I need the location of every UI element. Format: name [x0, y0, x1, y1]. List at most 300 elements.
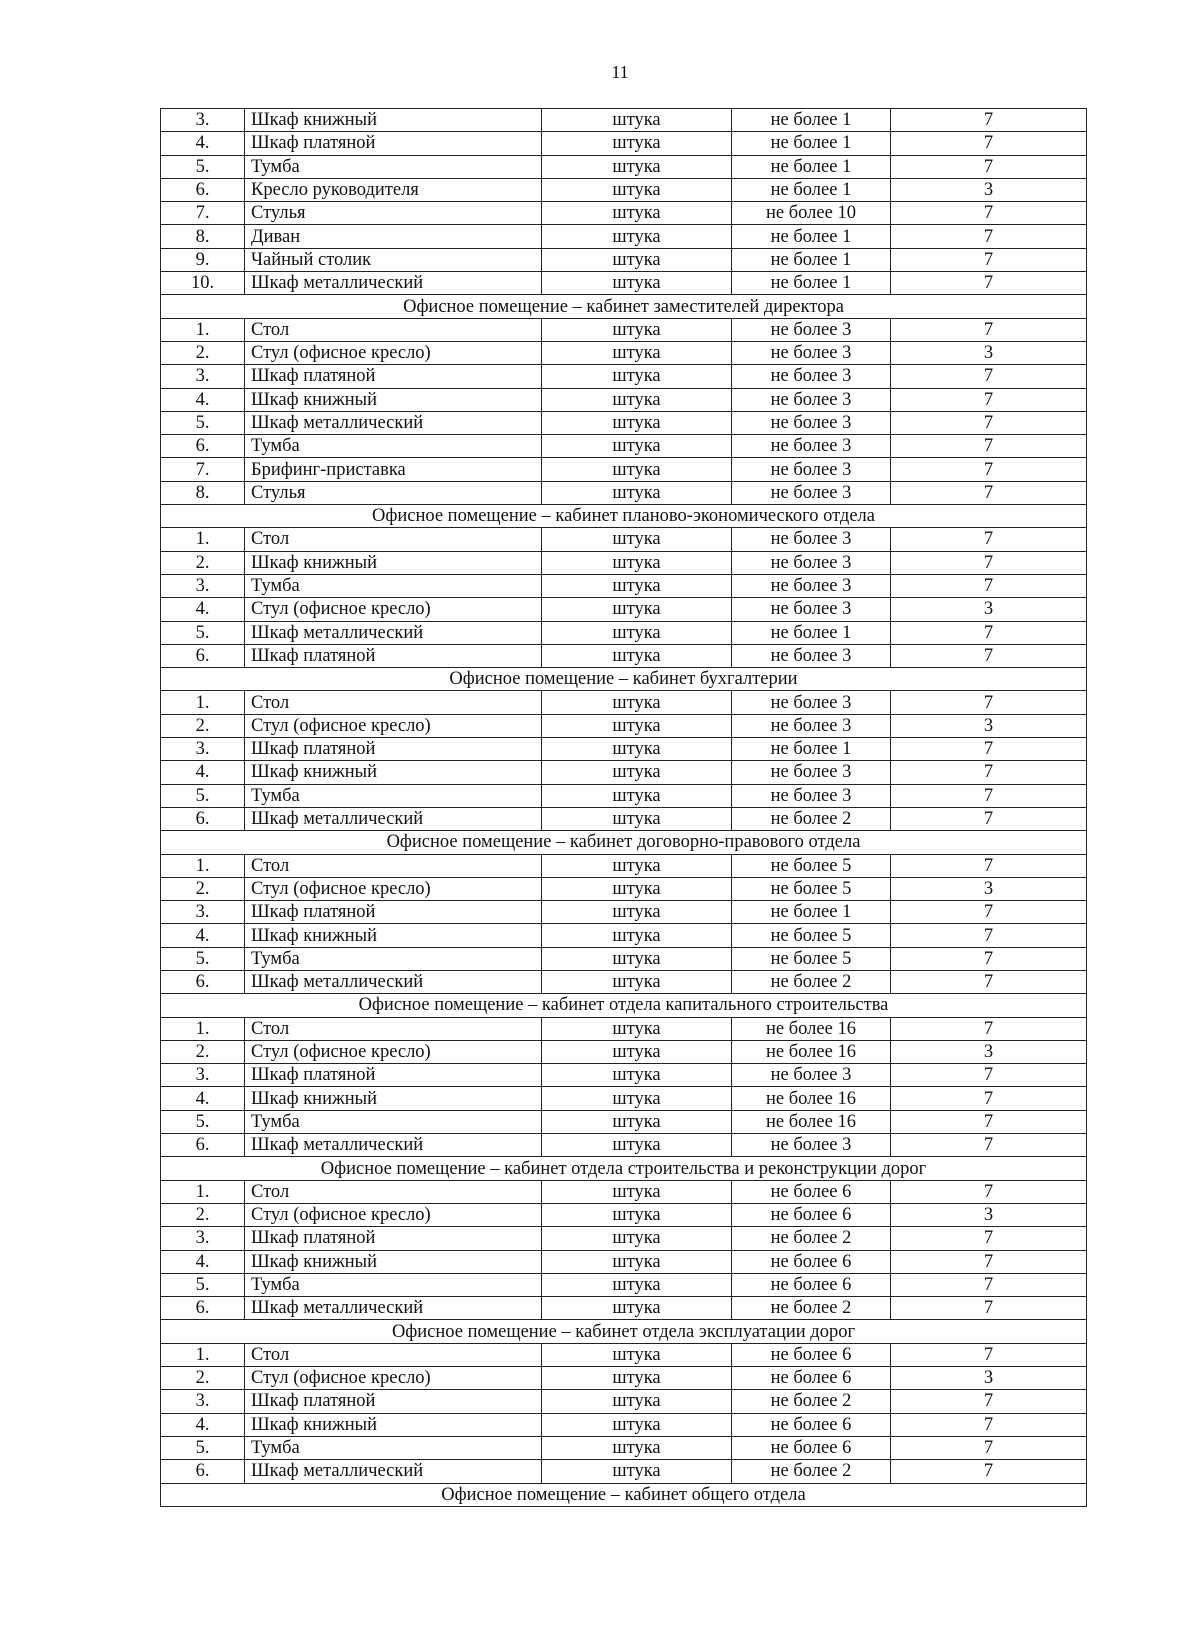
item-number: 3.: [161, 1227, 245, 1250]
service-life: 7: [891, 691, 1087, 714]
service-life: 7: [891, 1273, 1087, 1296]
item-name: Тумба: [245, 574, 542, 597]
item-name: Шкаф платяной: [245, 1064, 542, 1087]
item-number: 5.: [161, 1436, 245, 1459]
unit-of-measure: штука: [542, 924, 732, 947]
table-row: [161, 365, 1087, 388]
quantity-limit: не более 1: [732, 225, 891, 248]
table-row: [161, 132, 1087, 155]
table-row: [161, 341, 1087, 364]
quantity-limit: не более 3: [732, 458, 891, 481]
item-name: Шкаф платяной: [245, 644, 542, 667]
item-number: 6.: [161, 807, 245, 830]
table-row: [161, 1227, 1087, 1250]
service-life: 7: [891, 365, 1087, 388]
unit-of-measure: штука: [542, 1203, 732, 1226]
service-life: 7: [891, 318, 1087, 341]
unit-of-measure: штука: [542, 481, 732, 504]
service-life: 7: [891, 551, 1087, 574]
quantity-limit: не более 6: [732, 1273, 891, 1296]
unit-of-measure: штука: [542, 807, 732, 830]
item-number: 2.: [161, 551, 245, 574]
service-life: 7: [891, 1390, 1087, 1413]
table-row: [161, 1064, 1087, 1087]
quantity-limit: не более 3: [732, 761, 891, 784]
unit-of-measure: штука: [542, 1273, 732, 1296]
item-name: Шкаф книжный: [245, 1413, 542, 1436]
table-row: [161, 691, 1087, 714]
table-row: [161, 574, 1087, 597]
service-life: 7: [891, 109, 1087, 132]
unit-of-measure: штука: [542, 1134, 732, 1157]
item-number: 5.: [161, 784, 245, 807]
item-number: 3.: [161, 574, 245, 597]
item-name: Диван: [245, 225, 542, 248]
quantity-limit: не более 3: [732, 598, 891, 621]
section-header-row: [161, 1320, 1087, 1343]
item-name: Тумба: [245, 784, 542, 807]
table-row: [161, 644, 1087, 667]
table-row: [161, 178, 1087, 201]
table-row: [161, 1367, 1087, 1390]
item-number: 6.: [161, 1460, 245, 1483]
table-row: [161, 318, 1087, 341]
item-number: 2.: [161, 1203, 245, 1226]
item-name: Брифинг-приставка: [245, 458, 542, 481]
item-number: 4.: [161, 132, 245, 155]
service-life: 7: [891, 1180, 1087, 1203]
item-number: 3.: [161, 365, 245, 388]
service-life: 3: [891, 178, 1087, 201]
table-row: [161, 458, 1087, 481]
unit-of-measure: штука: [542, 1227, 732, 1250]
quantity-limit: не более 16: [732, 1087, 891, 1110]
unit-of-measure: штука: [542, 1064, 732, 1087]
item-name: Стулья: [245, 202, 542, 225]
unit-of-measure: штука: [542, 388, 732, 411]
item-name: Тумба: [245, 435, 542, 458]
service-life: 7: [891, 1343, 1087, 1366]
unit-of-measure: штука: [542, 528, 732, 551]
item-number: 5.: [161, 1110, 245, 1133]
service-life: 7: [891, 528, 1087, 551]
unit-of-measure: штука: [542, 738, 732, 761]
quantity-limit: не более 3: [732, 365, 891, 388]
quantity-limit: не более 3: [732, 1064, 891, 1087]
unit-of-measure: штука: [542, 132, 732, 155]
table-row: [161, 1273, 1087, 1296]
table-row: [161, 202, 1087, 225]
item-name: Стул (офисное кресло): [245, 877, 542, 900]
quantity-limit: не более 6: [732, 1250, 891, 1273]
unit-of-measure: штука: [542, 365, 732, 388]
quantity-limit: не более 2: [732, 807, 891, 830]
unit-of-measure: штука: [542, 1017, 732, 1040]
item-name: Шкаф книжный: [245, 551, 542, 574]
item-number: 1.: [161, 528, 245, 551]
table-row: [161, 1390, 1087, 1413]
unit-of-measure: штука: [542, 178, 732, 201]
unit-of-measure: штука: [542, 714, 732, 737]
quantity-limit: не более 1: [732, 109, 891, 132]
item-name: Чайный столик: [245, 248, 542, 271]
service-life: 7: [891, 1297, 1087, 1320]
table-row: [161, 947, 1087, 970]
item-number: 3.: [161, 109, 245, 132]
section-title: Офисное помещение – кабинет общего отдела: [161, 1483, 1087, 1506]
unit-of-measure: штука: [542, 1343, 732, 1366]
item-name: Шкаф металлический: [245, 970, 542, 993]
table-row: [161, 109, 1087, 132]
service-life: 3: [891, 1367, 1087, 1390]
table-row: [161, 901, 1087, 924]
service-life: 7: [891, 738, 1087, 761]
item-number: 6.: [161, 435, 245, 458]
item-name: Шкаф металлический: [245, 411, 542, 434]
section-title: Офисное помещение – кабинет договорно-правового отдела: [161, 831, 1087, 854]
quantity-limit: не более 1: [732, 178, 891, 201]
table-row: [161, 155, 1087, 178]
quantity-limit: не более 6: [732, 1367, 891, 1390]
item-name: Шкаф металлический: [245, 1134, 542, 1157]
item-name: Стол: [245, 528, 542, 551]
item-number: 2.: [161, 1040, 245, 1063]
table-row: [161, 598, 1087, 621]
service-life: 7: [891, 132, 1087, 155]
unit-of-measure: штука: [542, 458, 732, 481]
quantity-limit: не более 3: [732, 691, 891, 714]
item-name: Стол: [245, 1017, 542, 1040]
item-number: 4.: [161, 598, 245, 621]
service-life: 7: [891, 388, 1087, 411]
quantity-limit: не более 3: [732, 411, 891, 434]
section-header-row: [161, 668, 1087, 691]
item-name: Шкаф металлический: [245, 272, 542, 295]
item-number: 7.: [161, 202, 245, 225]
item-name: Кресло руководителя: [245, 178, 542, 201]
item-number: 5.: [161, 1273, 245, 1296]
quantity-limit: не более 1: [732, 272, 891, 295]
item-name: Стул (офисное кресло): [245, 714, 542, 737]
unit-of-measure: штука: [542, 109, 732, 132]
item-name: Стол: [245, 691, 542, 714]
unit-of-measure: штука: [542, 1087, 732, 1110]
item-number: 6.: [161, 1134, 245, 1157]
unit-of-measure: штука: [542, 621, 732, 644]
furniture-norms-table: [160, 108, 1087, 1507]
section-title: Офисное помещение – кабинет отдела капитального строительства: [161, 994, 1087, 1017]
table-row: [161, 528, 1087, 551]
service-life: 7: [891, 1017, 1087, 1040]
unit-of-measure: штука: [542, 970, 732, 993]
service-life: 7: [891, 621, 1087, 644]
item-name: Шкаф металлический: [245, 621, 542, 644]
quantity-limit: не более 2: [732, 970, 891, 993]
section-title: Офисное помещение – кабинет отдела строительства и реконструкции дорог: [161, 1157, 1087, 1180]
table-row: [161, 481, 1087, 504]
unit-of-measure: штука: [542, 435, 732, 458]
item-number: 3.: [161, 738, 245, 761]
table-row: [161, 761, 1087, 784]
service-life: 3: [891, 1040, 1087, 1063]
item-number: 1.: [161, 1180, 245, 1203]
quantity-limit: не более 16: [732, 1017, 891, 1040]
quantity-limit: не более 2: [732, 1227, 891, 1250]
item-number: 4.: [161, 1087, 245, 1110]
item-number: 6.: [161, 970, 245, 993]
item-name: Шкаф металлический: [245, 1460, 542, 1483]
table-row: [161, 272, 1087, 295]
service-life: 7: [891, 854, 1087, 877]
table-row: [161, 1250, 1087, 1273]
service-life: 7: [891, 1250, 1087, 1273]
quantity-limit: не более 10: [732, 202, 891, 225]
item-number: 5.: [161, 621, 245, 644]
table-row: [161, 435, 1087, 458]
table-row: [161, 1436, 1087, 1459]
item-number: 4.: [161, 1250, 245, 1273]
unit-of-measure: штука: [542, 901, 732, 924]
quantity-limit: не более 6: [732, 1203, 891, 1226]
unit-of-measure: штука: [542, 1110, 732, 1133]
service-life: 7: [891, 947, 1087, 970]
service-life: 7: [891, 202, 1087, 225]
item-name: Шкаф книжный: [245, 1087, 542, 1110]
item-name: Стул (офисное кресло): [245, 1203, 542, 1226]
item-name: Тумба: [245, 1273, 542, 1296]
unit-of-measure: штука: [542, 248, 732, 271]
service-life: 7: [891, 901, 1087, 924]
service-life: 7: [891, 435, 1087, 458]
unit-of-measure: штука: [542, 1297, 732, 1320]
table-row: [161, 621, 1087, 644]
quantity-limit: не более 6: [732, 1343, 891, 1366]
service-life: 7: [891, 1064, 1087, 1087]
item-name: Стол: [245, 318, 542, 341]
item-name: Шкаф книжный: [245, 761, 542, 784]
service-life: 7: [891, 784, 1087, 807]
item-name: Шкаф книжный: [245, 924, 542, 947]
unit-of-measure: штука: [542, 1436, 732, 1459]
service-life: 7: [891, 970, 1087, 993]
service-life: 7: [891, 458, 1087, 481]
item-name: Шкаф платяной: [245, 132, 542, 155]
item-name: Тумба: [245, 947, 542, 970]
table-row: [161, 1017, 1087, 1040]
table-body: [161, 109, 1087, 1507]
table-row: [161, 388, 1087, 411]
service-life: 7: [891, 1460, 1087, 1483]
unit-of-measure: штука: [542, 225, 732, 248]
item-number: 4.: [161, 1413, 245, 1436]
service-life: 7: [891, 225, 1087, 248]
service-life: 7: [891, 1110, 1087, 1133]
item-name: Стол: [245, 854, 542, 877]
page-number: 11: [611, 62, 629, 82]
item-number: 6.: [161, 1297, 245, 1320]
quantity-limit: не более 6: [732, 1180, 891, 1203]
quantity-limit: не более 3: [732, 435, 891, 458]
quantity-limit: не более 6: [732, 1436, 891, 1459]
item-name: Шкаф платяной: [245, 901, 542, 924]
item-number: 1.: [161, 691, 245, 714]
section-title: Офисное помещение – кабинет планово-экономического отдела: [161, 505, 1087, 528]
service-life: 3: [891, 714, 1087, 737]
item-name: Тумба: [245, 1110, 542, 1133]
table-row: [161, 924, 1087, 947]
service-life: 7: [891, 248, 1087, 271]
table-row: [161, 1460, 1087, 1483]
quantity-limit: не более 3: [732, 528, 891, 551]
item-number: 4.: [161, 761, 245, 784]
quantity-limit: не более 1: [732, 621, 891, 644]
section-header-row: [161, 1157, 1087, 1180]
service-life: 7: [891, 411, 1087, 434]
section-title: Офисное помещение – кабинет бухгалтерии: [161, 668, 1087, 691]
item-name: Шкаф платяной: [245, 1227, 542, 1250]
unit-of-measure: штука: [542, 202, 732, 225]
item-name: Шкаф книжный: [245, 1250, 542, 1273]
item-number: 4.: [161, 388, 245, 411]
table-row: [161, 877, 1087, 900]
table-row: [161, 784, 1087, 807]
service-life: 7: [891, 807, 1087, 830]
quantity-limit: не более 1: [732, 901, 891, 924]
table-row: [161, 1203, 1087, 1226]
section-header-row: [161, 831, 1087, 854]
section-header-row: [161, 1483, 1087, 1506]
item-number: 1.: [161, 318, 245, 341]
section-header-row: [161, 295, 1087, 318]
item-number: 2.: [161, 341, 245, 364]
item-name: Стул (офисное кресло): [245, 341, 542, 364]
quantity-limit: не более 3: [732, 341, 891, 364]
quantity-limit: не более 3: [732, 481, 891, 504]
quantity-limit: не более 3: [732, 551, 891, 574]
item-name: Шкаф книжный: [245, 388, 542, 411]
item-name: Стулья: [245, 481, 542, 504]
unit-of-measure: штука: [542, 854, 732, 877]
item-name: Шкаф металлический: [245, 1297, 542, 1320]
quantity-limit: не более 3: [732, 388, 891, 411]
section-title: Офисное помещение – кабинет заместителей директора: [161, 295, 1087, 318]
service-life: 7: [891, 644, 1087, 667]
item-number: 3.: [161, 1064, 245, 1087]
service-life: 7: [891, 1087, 1087, 1110]
unit-of-measure: штука: [542, 341, 732, 364]
item-name: Тумба: [245, 1436, 542, 1459]
item-number: 10.: [161, 272, 245, 295]
unit-of-measure: штука: [542, 761, 732, 784]
service-life: 7: [891, 574, 1087, 597]
section-title: Офисное помещение – кабинет отдела эксплуатации дорог: [161, 1320, 1087, 1343]
item-name: Шкаф платяной: [245, 738, 542, 761]
service-life: 7: [891, 1134, 1087, 1157]
quantity-limit: не более 5: [732, 854, 891, 877]
item-number: 7.: [161, 458, 245, 481]
unit-of-measure: штука: [542, 598, 732, 621]
item-number: 6.: [161, 178, 245, 201]
quantity-limit: не более 2: [732, 1390, 891, 1413]
unit-of-measure: штука: [542, 272, 732, 295]
service-life: 7: [891, 272, 1087, 295]
quantity-limit: не более 3: [732, 318, 891, 341]
table-row: [161, 807, 1087, 830]
table-row: [161, 1297, 1087, 1320]
quantity-limit: не более 3: [732, 574, 891, 597]
service-life: 7: [891, 1227, 1087, 1250]
quantity-limit: не более 2: [732, 1297, 891, 1320]
table-row: [161, 714, 1087, 737]
item-number: 5.: [161, 947, 245, 970]
unit-of-measure: штука: [542, 877, 732, 900]
item-number: 8.: [161, 481, 245, 504]
table-row: [161, 411, 1087, 434]
section-header-row: [161, 505, 1087, 528]
item-number: 1.: [161, 1017, 245, 1040]
service-life: 7: [891, 155, 1087, 178]
quantity-limit: не более 1: [732, 248, 891, 271]
unit-of-measure: штука: [542, 1413, 732, 1436]
item-number: 2.: [161, 714, 245, 737]
table-row: [161, 1180, 1087, 1203]
table-row: [161, 1040, 1087, 1063]
item-number: 8.: [161, 225, 245, 248]
item-number: 1.: [161, 1343, 245, 1366]
quantity-limit: не более 16: [732, 1110, 891, 1133]
table-row: [161, 1110, 1087, 1133]
quantity-limit: не более 3: [732, 1134, 891, 1157]
quantity-limit: не более 5: [732, 924, 891, 947]
unit-of-measure: штука: [542, 644, 732, 667]
quantity-limit: не более 16: [732, 1040, 891, 1063]
unit-of-measure: штука: [542, 574, 732, 597]
item-name: Шкаф платяной: [245, 1390, 542, 1413]
unit-of-measure: штука: [542, 1040, 732, 1063]
unit-of-measure: штука: [542, 551, 732, 574]
unit-of-measure: штука: [542, 1250, 732, 1273]
quantity-limit: не более 1: [732, 738, 891, 761]
quantity-limit: не более 3: [732, 784, 891, 807]
item-name: Шкаф металлический: [245, 807, 542, 830]
item-name: Стол: [245, 1343, 542, 1366]
item-name: Стул (офисное кресло): [245, 1367, 542, 1390]
service-life: 3: [891, 598, 1087, 621]
unit-of-measure: штука: [542, 1367, 732, 1390]
unit-of-measure: штука: [542, 411, 732, 434]
table-row: [161, 738, 1087, 761]
service-life: 7: [891, 481, 1087, 504]
item-name: Стул (офисное кресло): [245, 598, 542, 621]
quantity-limit: не более 5: [732, 877, 891, 900]
service-life: 3: [891, 1203, 1087, 1226]
unit-of-measure: штука: [542, 1180, 732, 1203]
service-life: 7: [891, 761, 1087, 784]
item-name: Шкаф книжный: [245, 109, 542, 132]
item-number: 5.: [161, 155, 245, 178]
item-number: 4.: [161, 924, 245, 947]
table-row: [161, 551, 1087, 574]
quantity-limit: не более 6: [732, 1413, 891, 1436]
item-name: Тумба: [245, 155, 542, 178]
table-row: [161, 970, 1087, 993]
item-number: 2.: [161, 1367, 245, 1390]
quantity-limit: не более 3: [732, 714, 891, 737]
item-number: 3.: [161, 1390, 245, 1413]
item-name: Шкаф платяной: [245, 365, 542, 388]
service-life: 3: [891, 341, 1087, 364]
item-number: 9.: [161, 248, 245, 271]
